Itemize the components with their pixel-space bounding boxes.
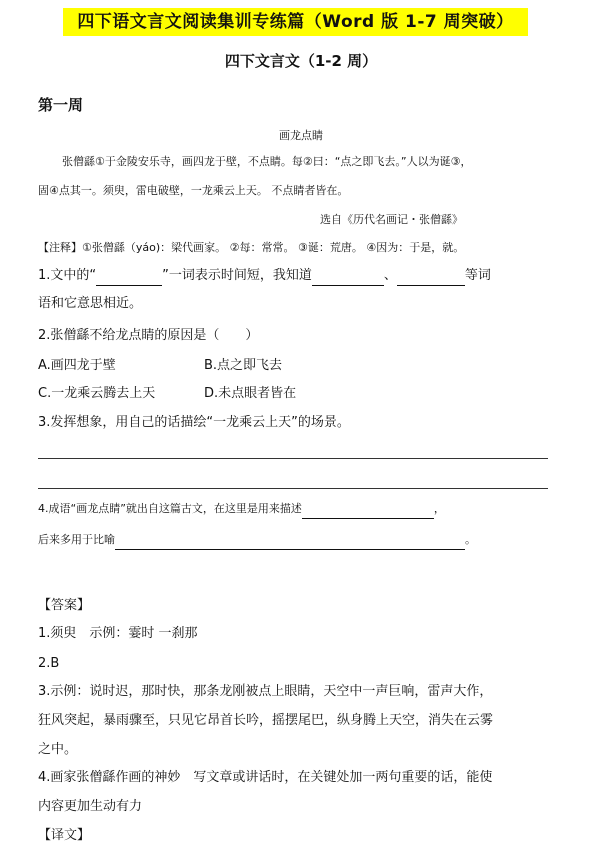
question-text: 等词 — [464, 268, 491, 283]
option-b: B.点之即飞去 — [204, 358, 283, 373]
answer-3-line-1: 3.示例：说时迟，那时快，那条龙刚被点上眼睛，天空中一声巨响，雷声大作， — [38, 684, 493, 699]
answer-blank[interactable] — [96, 270, 162, 286]
answer-blank[interactable] — [115, 534, 465, 550]
question-3: 3.发挥想象，用自己的话描绘“一龙乘云上天”的场景。 — [38, 415, 350, 430]
answer-3-line-3: 之中。 — [38, 742, 78, 757]
translation-heading: 【译文】 — [38, 828, 91, 843]
question-text: 、 — [383, 268, 397, 283]
question-2: 2.张僧繇不给龙点睛的原因是（ ） — [38, 328, 259, 343]
answer-2: 2.B — [38, 656, 60, 671]
question-text: ， — [433, 502, 445, 515]
question-text: 后来多用于比喻 — [38, 533, 115, 546]
passage-line-2: 固④点其一。须臾，雷电破壁，一龙乘云上天。 不点睛者皆在。 — [38, 184, 349, 197]
document-banner-title: 四下语文言文阅读集训专练篇（Word 版 1-7 周突破） — [63, 8, 528, 36]
option-d: D.未点眼者皆在 — [204, 386, 297, 401]
question-text: ”一词表示时间短，我知道 — [162, 268, 312, 283]
question-4-line-2 — [38, 530, 476, 550]
question-1-line-1 — [38, 266, 491, 286]
option-a: A.画四龙于壁 — [38, 358, 116, 373]
question-1-line-2: 语和它意思相近。 — [38, 296, 143, 311]
passage-notes: 【注释】①张僧繇（yáo)：梁代画家。 ②每：常常。 ③诞：荒唐。 ④因为：于是，就。 — [38, 241, 465, 254]
document-subtitle: 四下文言文（1-2 周） — [224, 52, 378, 70]
question-text: 。 — [465, 533, 476, 546]
answer-1: 1.须臾 示例：霎时 一刹那 — [38, 626, 198, 641]
answer-line[interactable] — [38, 458, 548, 459]
passage-title: 画龙点睛 — [279, 129, 323, 142]
answer-blank[interactable] — [312, 270, 384, 286]
question-text: 4.成语“画龙点睛”就出自这篇古文，在这里是用来描述 — [38, 502, 302, 515]
passage-line-1: 张僧繇①于金陵安乐寺，画四龙于壁，不点睛。每②曰：“点之即飞去。”人以为诞③， — [62, 155, 472, 168]
question-text: 1.文中的“ — [38, 268, 97, 283]
answers-heading: 【答案】 — [38, 598, 91, 613]
answer-4-line-2: 内容更加生动有力 — [38, 799, 143, 814]
question-4-line-1 — [38, 499, 445, 519]
answer-blank[interactable] — [302, 503, 434, 519]
passage-source: 选自《历代名画记・张僧繇》 — [320, 213, 463, 226]
answer-4-line-1: 4.画家张僧繇作画的神妙 写文章或讲话时，在关键处加一两句重要的话，能使 — [38, 770, 493, 785]
answer-line[interactable] — [38, 488, 548, 489]
answer-blank[interactable] — [397, 270, 465, 286]
option-c: C.一龙乘云腾去上天 — [38, 386, 156, 401]
answer-3-line-2: 狂风突起，暴雨骤至，只见它昂首长吟，摇摆尾巴，纵身腾上天空，消失在云雾 — [38, 713, 494, 728]
section-title: 第一周 — [38, 96, 84, 114]
